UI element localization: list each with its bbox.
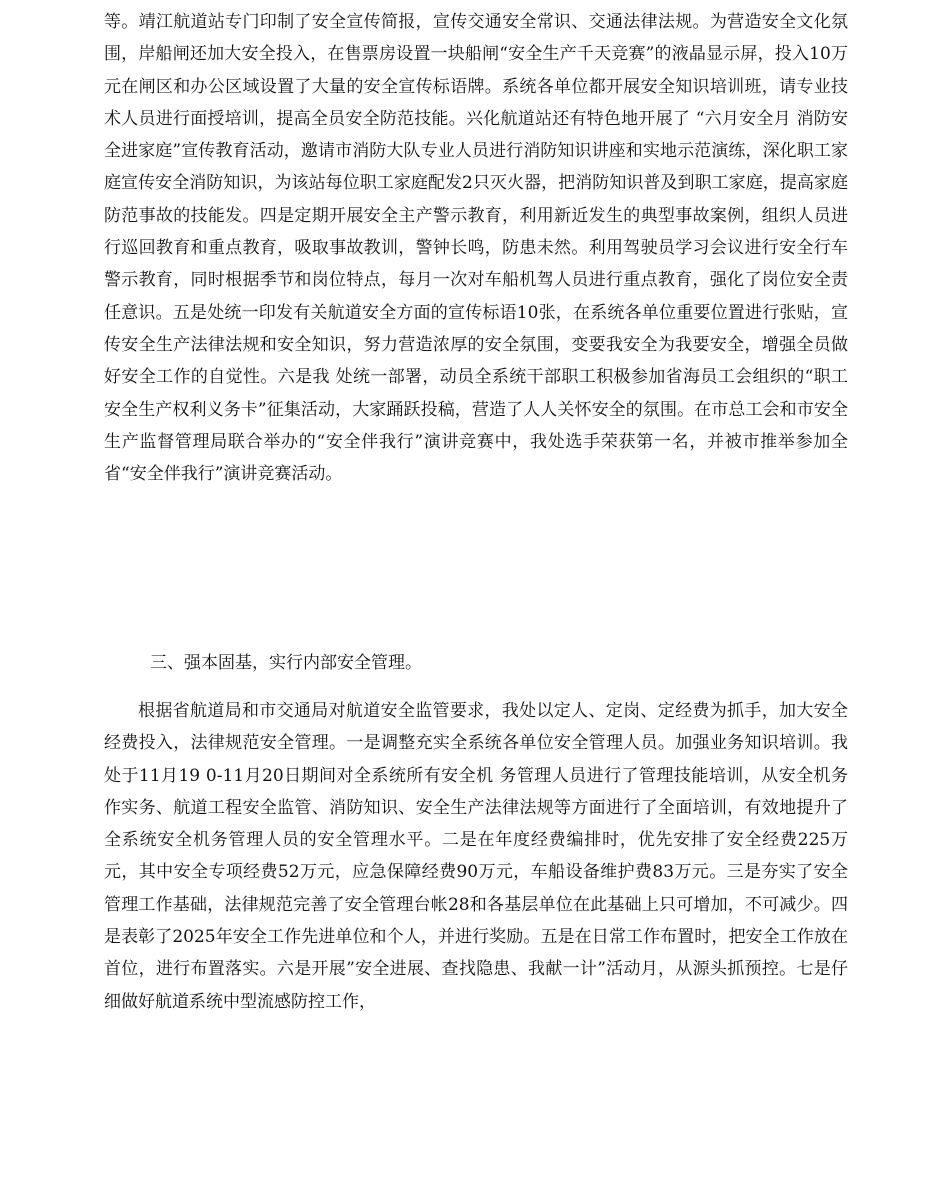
section-heading: 三、强本固基，实行内部安全管理。 — [150, 653, 422, 673]
body-paragraph-2: 根据省航道局和市交通局对航道安全监管要求，我处以定人、定岗、定经费为抓手，加大安全经费投入，法律规范安全管理。一是调整充实全系统各单位安全管理人员。加强业务知识培训。我处于11月19 0-11月20日期间对全系统所有安全机 务管理人员进行了管理技能培训，从安全机务 作实务、航道工程安全监管、消防知识、安全生产法律法规等方面进行了全面培训，有效地提升了全系统安全机务管理人员的安全管理水平。二是在年度经费编排时，优先安排了安全经费225万元，其中安全专项经费52万元，应急保障经费90万元，车船设备维护费83万元。三是夯实了安全管理工作基础，法律规范完善了安全管理台帐28和各基层单位在此基础上只可增加，不可减少。四是表彰了2025年安全工作先进单位和个人，并进行奖励。五是在日常工作布置时，把安全工作放在首位，进行布置落实。六是开展”安全进展、查找隐患、我献一计”活动月，从源头抓预控。七是仔细做好航道系统中型流感防控工作， — [104, 701, 848, 1012]
body-paragraph-1: 等。靖江航道站专门印制了安全宣传简报，宣传交通安全常识、交通法律法规。为营造安全文化氛围，岸船闸还加大安全投入，在售票房设置一块船闸“安全生产千天竞赛”的液晶显示屏，投入10万元在闸区和办公区域设置了大量的安全宣传标语牌。系统各单位都开展安全知识培训班，请专业技术人员进行面授培训，提高全员安全防范技能。兴化航道站还有特色地开展了 “六月安全月 消防安全进家庭”宣传教育活动，邀请市消防大队专业人员进行消防知识讲座和实地示范演练，深化职工家庭宣传安全消防知识，为该站每位职工家庭配发2只灭火器，把消防知识普及到职工家庭，提高家庭防范事故的技能发。四是定期开展安全主产警示教育，利用新近发生的典型事故案例，组织人员进行巡回教育和重点教育，吸取事故教训，警钟长鸣，防患未然。利用驾驶员学习会议进行安全行车警示教育，同时根据季节和岗位特点，每月一次对车船机驾人员进行重点教育，强化了岗位安全责任意识。五是处统一印发有关航道安全方面的宣传标语10张，在系统各单位重要位置进行张贴，宣传安全生产法律法规和安全知识，努力营造浓厚的安全氛围，变要我安全为我要安全，增强全员做好安全工作的自觉性。六是我 处统一部署，动员全系统干部职工积极参加省海员工会组织的“职工安全生产权利义务卡”征集活动，大家踊跃投稿，营造了人人关怀安全的氛围。在市总工会和市安全生产监督管理局联合举办的“安全伴我行”演讲竞赛中，我处选手荣获第一名，并被市推举参加全省“安全伴我行”演讲竞赛活动。 — [104, 12, 848, 485]
